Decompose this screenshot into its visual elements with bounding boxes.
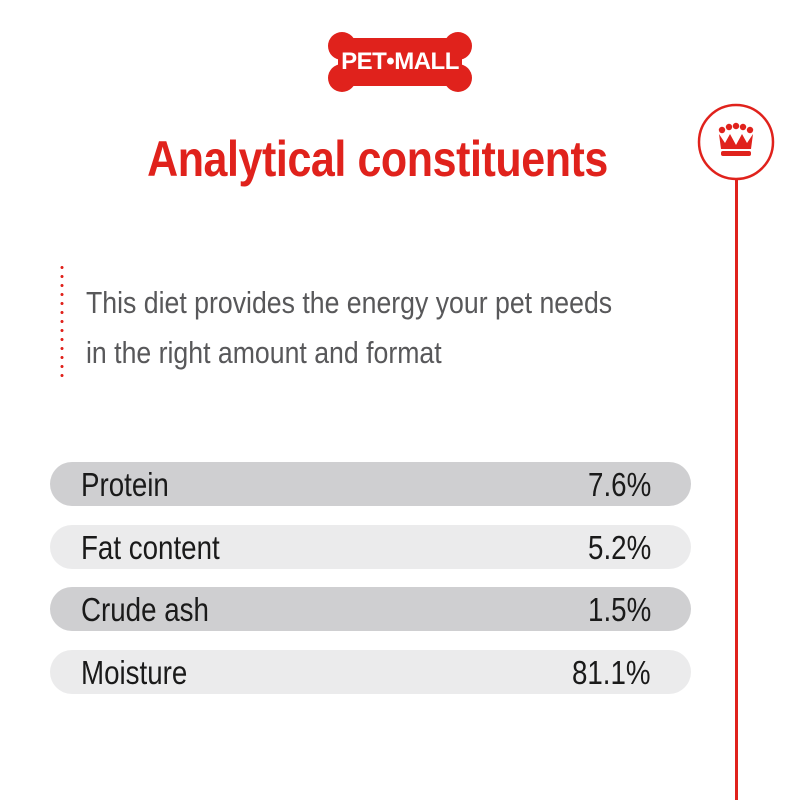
description xyxy=(86,278,619,378)
constituent-value: 7.6% xyxy=(587,466,651,503)
constituent-label: Fat content xyxy=(81,528,220,566)
constituent-value: 1.5% xyxy=(587,591,651,628)
vertical-divider xyxy=(735,180,738,800)
constituent-label: Crude ash xyxy=(81,591,209,628)
constituent-value: 5.2% xyxy=(587,528,651,566)
crown-icon xyxy=(697,103,775,181)
dotted-accent-line xyxy=(60,263,64,381)
constituent-row-protein xyxy=(50,462,691,506)
constituent-label: Protein xyxy=(81,466,169,503)
constituent-label: Moisture xyxy=(81,653,188,691)
page-title: Analytical constituents xyxy=(147,131,608,187)
pet-mall-logo xyxy=(328,30,472,94)
crown-badge xyxy=(697,103,775,181)
constituents-table xyxy=(50,462,691,712)
constituent-row-moisture xyxy=(50,650,691,694)
constituent-value: 81.1% xyxy=(572,653,651,691)
constituent-row-fat xyxy=(50,525,691,569)
description-line-1: This diet provides the energy your pet needs xyxy=(86,285,613,320)
logo-text: PET•MALL xyxy=(341,48,459,75)
description-line-2: in the right amount and format xyxy=(86,335,442,370)
constituent-row-ash xyxy=(50,587,691,631)
